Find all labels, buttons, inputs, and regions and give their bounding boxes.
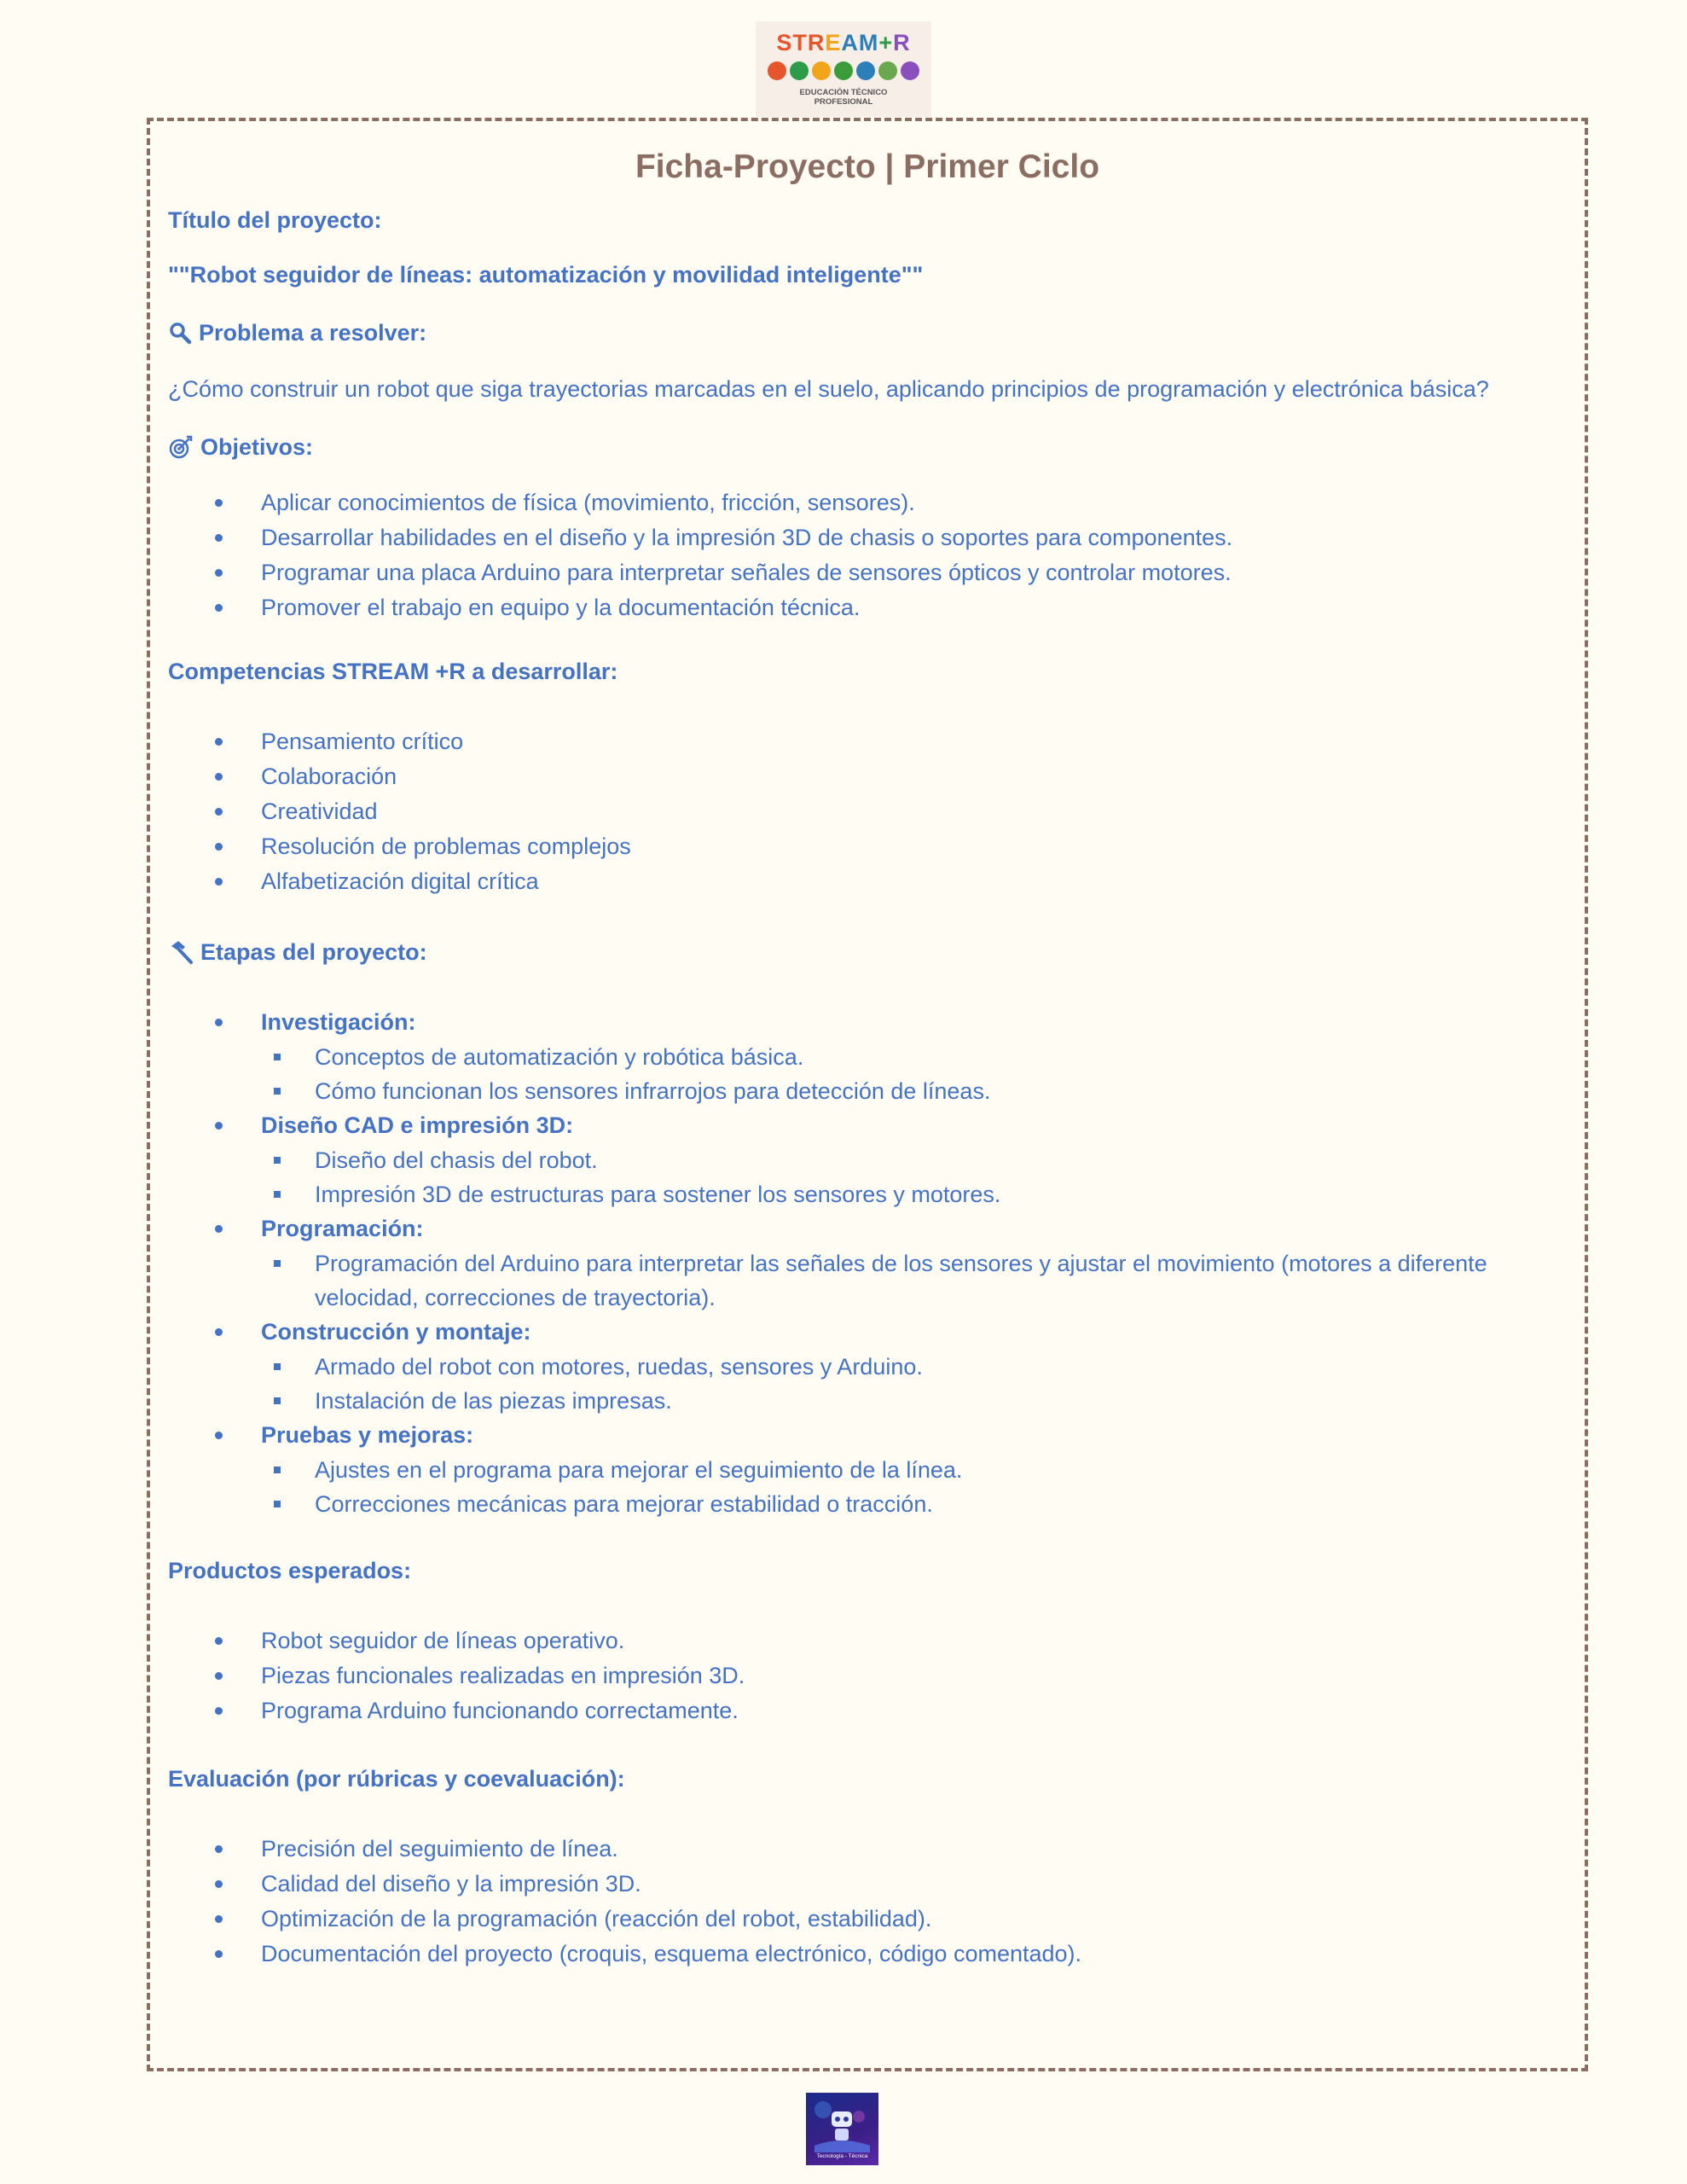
products-list [168,1623,1567,1728]
discipline-icon [768,61,786,80]
list-item: Robot seguidor de líneas operativo. [168,1623,1567,1658]
list-item: Alfabetización digital crítica [168,864,1567,899]
sub-item: Diseño del chasis del robot. [261,1143,1567,1177]
list-item: Precisión del seguimiento de línea. [168,1832,1567,1867]
list-item: Pensamiento crítico [168,724,1567,759]
sub-item: Ajustes en el programa para mejorar el seguimiento de la línea. [261,1453,1567,1487]
discipline-icon [834,61,853,80]
stage-subitems [261,1246,1567,1315]
stages-heading: Etapas del proyecto: [168,935,1567,969]
list-item: Creatividad [168,794,1567,829]
tecnologia-tecnica-logo [806,2093,878,2165]
stage-title: Diseño CAD e impresión 3D: [261,1112,574,1138]
sub-item: Programación del Arduino para interpretar las señales de los sensores y ajustar el movimiento (motores a diferente velocidad, correcciones de trayectoria). [261,1246,1567,1315]
sub-item: Armado del robot con motores, ruedas, sensores y Arduino. [261,1350,1567,1384]
evaluation-list [168,1832,1567,1972]
sub-item: Correcciones mecánicas para mejorar estabilidad o tracción. [261,1487,1567,1521]
stage-item [168,1005,1567,1108]
sub-item: Instalación de las piezas impresas. [261,1384,1567,1418]
competencies-list [168,724,1567,899]
stages-list [168,1005,1567,1521]
list-item: Programa Arduino funcionando correctamente. [168,1693,1567,1728]
list-item: Promover el trabajo en equipo y la documentación técnica. [168,590,1567,625]
sub-item: Conceptos de automatización y robótica básica. [261,1040,1567,1074]
discipline-icon [812,61,831,80]
list-item: Desarrollar habilidades en el diseño y la impresión 3D de chasis o soportes para componentes. [168,520,1567,555]
list-item: Resolución de problemas complejos [168,829,1567,864]
objectives-list [168,485,1567,625]
stage-item [168,1315,1567,1418]
list-item: Aplicar conocimientos de física (movimiento, fricción, sensores). [168,485,1567,520]
logo-discipline-icons [756,61,931,80]
list-item: Calidad del diseño y la impresión 3D. [168,1867,1567,1902]
logo-subtitle: EDUCACIÓN TÉCNICO PROFESIONAL [799,88,888,107]
discipline-icon [901,61,919,80]
stage-title: Programación: [261,1216,424,1241]
project-title-label: Título del proyecto: [168,207,382,233]
stage-title: Investigación: [261,1009,416,1035]
problem-heading: Problema a resolver: [168,316,1567,350]
stage-item [168,1108,1567,1211]
stream-r-logo [756,21,931,117]
stage-subitems [261,1453,1567,1521]
evaluation-heading: Evaluación (por rúbricas y coevaluación): [168,1766,625,1792]
hammer-icon [168,939,194,965]
magnifier-icon [168,321,192,345]
svg-text:Tecnología - Técnica: Tecnología - Técnica [816,2153,868,2159]
document-body [168,145,1567,1972]
sub-item: Cómo funcionan los sensores infrarrojos para detección de líneas. [261,1074,1567,1108]
list-item: Colaboración [168,759,1567,794]
problem-text: ¿Cómo construir un robot que siga trayectorias marcadas en el suelo, aplicando principios de programación y electrónica básica? [168,376,1489,402]
products-heading: Productos esperados: [168,1558,412,1583]
list-item: Piezas funcionales realizadas en impresión 3D. [168,1658,1567,1693]
logo-title: STREAM+R [776,30,911,55]
stage-item [168,1418,1567,1521]
robot-mascot-icon [806,2093,878,2165]
project-title: ""Robot seguidor de líneas: automatización y movilidad inteligente"" [168,262,924,288]
sub-item: Impresión 3D de estructuras para sostener los sensores y motores. [261,1177,1567,1211]
stage-subitems [261,1350,1567,1418]
discipline-icon [856,61,875,80]
list-item: Documentación del proyecto (croquis, esquema electrónico, código comentado). [168,1937,1567,1972]
stage-item [168,1211,1567,1315]
stage-subitems [261,1143,1567,1211]
list-item: Optimización de la programación (reacción del robot, estabilidad). [168,1902,1567,1937]
objectives-heading: Objetivos: [168,430,1567,464]
list-item: Programar una placa Arduino para interpretar señales de sensores ópticos y controlar motores. [168,555,1567,590]
discipline-icon [790,61,809,80]
stage-subitems [261,1040,1567,1108]
discipline-icon [878,61,897,80]
target-icon [168,434,194,460]
page-title: Ficha-Proyecto | Primer Ciclo [635,148,1100,185]
stage-title: Pruebas y mejoras: [261,1422,474,1448]
stage-title: Construcción y montaje: [261,1319,531,1345]
competencies-heading: Competencias STREAM +R a desarrollar: [168,659,618,684]
